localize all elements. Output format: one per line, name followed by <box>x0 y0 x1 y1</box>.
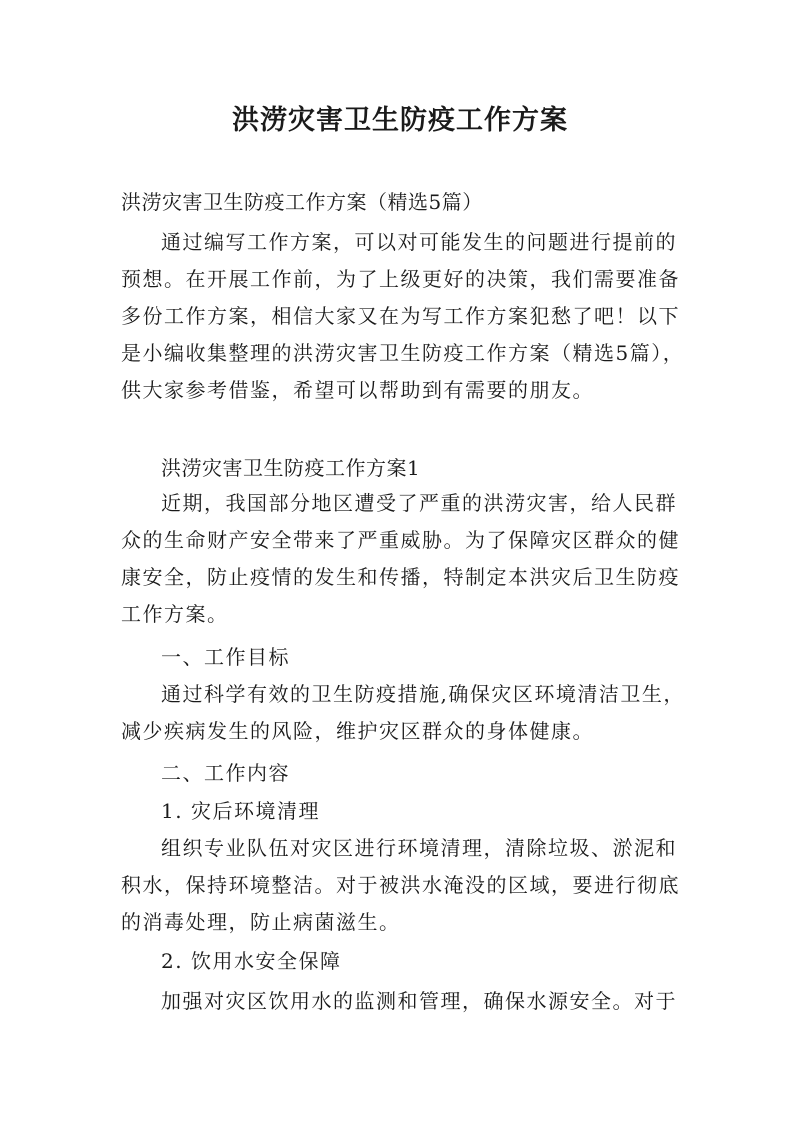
item-2-line-1: 加强对灾区饮用水的监测和管理，确保水源安全。对于 <box>161 989 677 1013</box>
intro-line-3: 多份工作方案，相信大家又在为写工作方案犯愁了吧！以下 <box>121 304 680 328</box>
intro-line-1: 通过编写工作方案，可以对可能发生的问题进行提前的 <box>161 230 677 254</box>
item-1-line-1: 组织专业队伍对灾区进行环境清理，清除垃圾、淤泥和 <box>161 836 677 860</box>
section-1-heading: 洪涝灾害卫生防疫工作方案1 <box>161 456 421 480</box>
intro-line-5: 供大家参考借鉴，希望可以帮助到有需要的朋友。 <box>121 378 594 402</box>
item-1-heading: 1. 灾后环境清理 <box>161 799 320 823</box>
item-2-heading: 2. 饮用水安全保障 <box>161 949 342 973</box>
goal-line-1: 通过科学有效的卫生防疫措施,确保灾区环境清洁卫生， <box>161 682 685 706</box>
section-1-line-2: 众的生命财产安全带来了严重威胁。为了保障灾区群众的健 <box>121 528 680 552</box>
item-1-line-2: 积水，保持环境整洁。对于被洪水淹没的区域，要进行彻底 <box>121 873 680 897</box>
intro-line-2: 预想。在开展工作前，为了上级更好的决策，我们需要准备 <box>121 267 680 291</box>
section-1-line-3: 康安全，防止疫情的发生和传播，特制定本洪灾后卫生防疫 <box>121 565 680 589</box>
document-title: 洪涝灾害卫生防疫工作方案 <box>232 105 568 136</box>
document-subtitle: 洪涝灾害卫生防疫工作方案（精选5篇） <box>121 190 483 214</box>
item-1-line-3: 的消毒处理，防止病菌滋生。 <box>121 910 401 934</box>
intro-line-4: 是小编收集整理的洪涝灾害卫生防疫工作方案（精选5篇）， <box>121 341 685 365</box>
goal-line-2: 减少疾病发生的风险，维护灾区群众的身体健康。 <box>121 719 594 743</box>
heading-work-content: 二、工作内容 <box>161 761 290 785</box>
section-1-line-4: 工作方案。 <box>121 602 229 626</box>
section-1-line-1: 近期，我国部分地区遭受了严重的洪涝灾害，给人民群 <box>161 491 677 515</box>
heading-work-goal: 一、工作目标 <box>161 645 290 669</box>
